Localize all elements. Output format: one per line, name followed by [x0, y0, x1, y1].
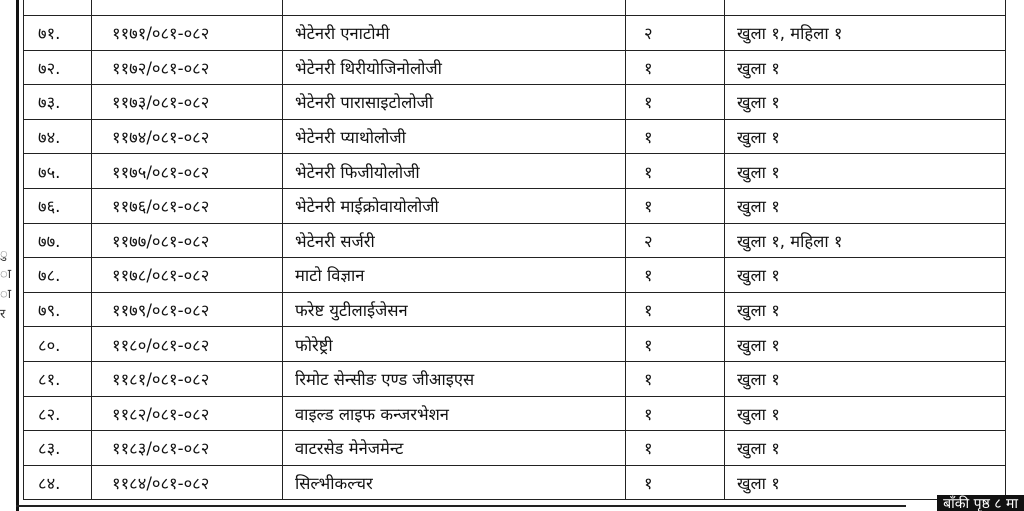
cell-count [626, 0, 725, 16]
cell-count: १ [626, 292, 725, 327]
table-row [24, 361, 1006, 396]
cell-code: ११७३/०८१-०८२ [92, 85, 283, 120]
cell-code: ११८४/०८१-०८२ [92, 465, 283, 500]
cell-quota: खुला १ [725, 327, 1006, 362]
cell-subject: भेटेनरी सर्जरी [283, 223, 626, 258]
cell-sn: ७८. [24, 258, 92, 293]
table-row [24, 16, 1006, 51]
cell-sn: ७९. [24, 292, 92, 327]
cell-code: ११७८/०८१-०८२ [92, 258, 283, 293]
cell-sn: ८०. [24, 327, 92, 362]
cell-sn: ८२. [24, 396, 92, 431]
cell-subject: भेटेनरी एनाटोमी [283, 16, 626, 51]
cell-subject: भेटेनरी थिरीयोजिनोलोजी [283, 50, 626, 85]
side-text: ु ा ा र [0, 247, 12, 322]
bottom-rule [16, 505, 906, 507]
cell-count: १ [626, 50, 725, 85]
cell-code: ११८०/०८१-०८२ [92, 327, 283, 362]
cell-code: ११७५/०८१-०८२ [92, 154, 283, 189]
cell-code: ११७१/०८१-०८२ [92, 16, 283, 51]
cell-sn: ७५. [24, 154, 92, 189]
cell-subject: भेटेनरी प्याथोलोजी [283, 119, 626, 154]
table-row [24, 50, 1006, 85]
cell-sn: ८४. [24, 465, 92, 500]
positions-table-body [24, 0, 1006, 500]
table-row [24, 292, 1006, 327]
cell-count: १ [626, 465, 725, 500]
cell-quota: खुला १ [725, 431, 1006, 466]
cell-subject: भेटेनरी माईक्रोवायोलोजी [283, 188, 626, 223]
table-row [24, 258, 1006, 293]
cell-count: १ [626, 188, 725, 223]
cell-count: १ [626, 119, 725, 154]
cell-subject: रिमोट सेन्सीङ एण्ड जीआइएस [283, 361, 626, 396]
cell-sn: ७३. [24, 85, 92, 120]
cell-quota: खुला १ [725, 154, 1006, 189]
cell-quota: खुला १ [725, 465, 1006, 500]
cell-count: २ [626, 16, 725, 51]
cell-code: ११७४/०८१-०८२ [92, 119, 283, 154]
cell-quota: खुला १ [725, 396, 1006, 431]
table-row [24, 431, 1006, 466]
cell-count: १ [626, 327, 725, 362]
cell-sn: ७१. [24, 16, 92, 51]
table-row [24, 188, 1006, 223]
table-row [24, 327, 1006, 362]
table-row [24, 119, 1006, 154]
cell-quota: खुला १ [725, 361, 1006, 396]
cell-count: २ [626, 223, 725, 258]
cell-quota: खुला १ [725, 188, 1006, 223]
cell-quota: खुला १, महिला १ [725, 223, 1006, 258]
table-row [24, 154, 1006, 189]
cell-sn: ७४. [24, 119, 92, 154]
cell-count: १ [626, 85, 725, 120]
cell-quota: खुला १, महिला १ [725, 16, 1006, 51]
cell-sn: ७२. [24, 50, 92, 85]
cell-count: १ [626, 396, 725, 431]
cell-subject: वाटरसेड मेनेजमेन्ट [283, 431, 626, 466]
cell-quota: खुला १ [725, 258, 1006, 293]
cell-sn: ८१. [24, 361, 92, 396]
cell-code [92, 0, 283, 16]
table-row [24, 465, 1006, 500]
cell-subject: भेटेनरी पारासाइटोलोजी [283, 85, 626, 120]
cell-quota: खुला १ [725, 292, 1006, 327]
cell-subject: सिल्भीकल्चर [283, 465, 626, 500]
cell-code: ११७७/०८१-०८२ [92, 223, 283, 258]
cell-code: ११७२/०८१-०८२ [92, 50, 283, 85]
cell-count: १ [626, 154, 725, 189]
cell-code: ११८२/०८१-०८२ [92, 396, 283, 431]
table-row [24, 223, 1006, 258]
continued-note: बाँकी पृष्ठ ८ मा [937, 495, 1024, 511]
cell-count: १ [626, 361, 725, 396]
cell-count: १ [626, 258, 725, 293]
cell-code: ११७९/०८१-०८२ [92, 292, 283, 327]
cell-quota: खुला १ [725, 119, 1006, 154]
cell-subject [283, 0, 626, 16]
table-row-partial [24, 0, 1006, 16]
cell-code: ११८३/०८१-०८२ [92, 431, 283, 466]
cell-quota [725, 0, 1006, 16]
cell-subject: फोरेष्ट्री [283, 327, 626, 362]
cell-subject: फरेष्ट युटीलाईजेसन [283, 292, 626, 327]
left-margin-line [16, 0, 19, 511]
cell-sn: ७६. [24, 188, 92, 223]
cell-sn: ७७. [24, 223, 92, 258]
cell-sn: ८३. [24, 431, 92, 466]
cell-sn [24, 0, 92, 16]
cell-count: १ [626, 431, 725, 466]
positions-table [23, 0, 1006, 500]
cell-code: ११७६/०८१-०८२ [92, 188, 283, 223]
cell-subject: भेटेनरी फिजीयोलोजी [283, 154, 626, 189]
cell-subject: वाइल्ड लाइफ कन्जरभेशन [283, 396, 626, 431]
cell-quota: खुला १ [725, 50, 1006, 85]
cell-quota: खुला १ [725, 85, 1006, 120]
table-row [24, 396, 1006, 431]
cell-code: ११८१/०८१-०८२ [92, 361, 283, 396]
table-row [24, 85, 1006, 120]
cell-subject: माटो विज्ञान [283, 258, 626, 293]
